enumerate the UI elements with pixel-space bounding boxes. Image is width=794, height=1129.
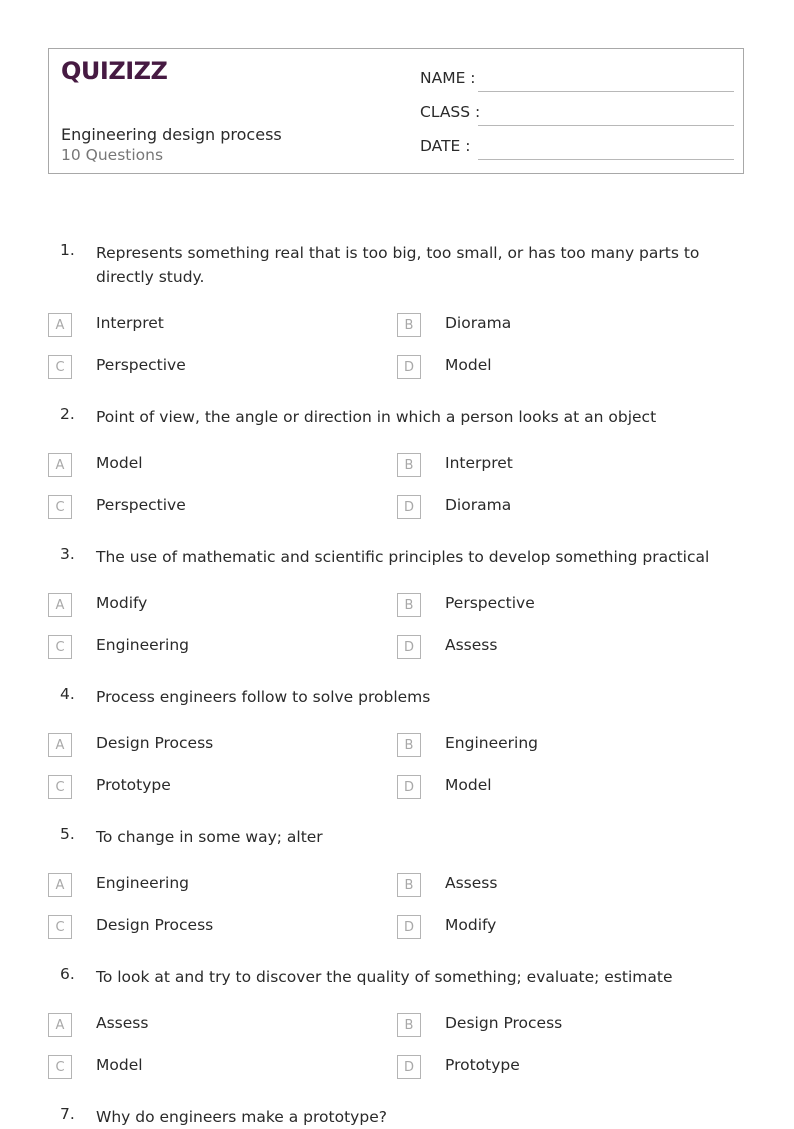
- option-text: Engineering: [445, 734, 538, 752]
- option-letter-box: D: [397, 635, 421, 659]
- question-number: 1.: [60, 241, 75, 259]
- option-text: Design Process: [96, 734, 214, 752]
- question-text: To look at and try to discover the quality of something; evaluate; estimate: [96, 968, 673, 986]
- option-letter-box: B: [397, 313, 421, 337]
- option-letter-box: D: [397, 495, 421, 519]
- option-text: Assess: [445, 636, 498, 654]
- option-text: Assess: [96, 1014, 149, 1032]
- option-letter-box: B: [397, 1013, 421, 1037]
- option-text: Modify: [445, 916, 497, 934]
- option-text: Engineering: [96, 636, 189, 654]
- question-text: The use of mathematic and scientific principles to develop something practical: [96, 548, 710, 566]
- question-number: 5.: [60, 825, 75, 843]
- question-text: Represents something real that is too big, too small, or has too many parts to directly study.: [96, 244, 700, 286]
- option-letter-box: B: [397, 593, 421, 617]
- option-letter-box: A: [48, 733, 72, 757]
- option-text: Interpret: [96, 314, 164, 332]
- question-text: To change in some way; alter: [96, 828, 323, 846]
- question-number: 6.: [60, 965, 75, 983]
- question-number: 4.: [60, 685, 75, 703]
- quizizz-logo: QUIZIZZ: [61, 57, 168, 85]
- option-letter-box: C: [48, 635, 72, 659]
- option-letter-box: D: [397, 775, 421, 799]
- name-line[interactable]: [478, 91, 734, 92]
- option-text: Design Process: [445, 1014, 563, 1032]
- option-text: Assess: [445, 874, 498, 892]
- option-letter-box: A: [48, 873, 72, 897]
- option-letter-box: B: [397, 873, 421, 897]
- option-letter-box: A: [48, 593, 72, 617]
- name-label: NAME :: [420, 69, 476, 87]
- option-text: Model: [96, 454, 143, 472]
- option-letter-box: C: [48, 355, 72, 379]
- question-number: 3.: [60, 545, 75, 563]
- option-letter-box: C: [48, 775, 72, 799]
- worksheet-header: [48, 48, 744, 174]
- option-letter-box: D: [397, 355, 421, 379]
- option-letter-box: D: [397, 915, 421, 939]
- option-letter-box: D: [397, 1055, 421, 1079]
- option-letter-box: C: [48, 915, 72, 939]
- question-number: 2.: [60, 405, 75, 423]
- class-line[interactable]: [478, 125, 734, 126]
- question-number: 7.: [60, 1105, 75, 1123]
- option-text: Diorama: [445, 496, 512, 514]
- option-text: Modify: [96, 594, 148, 612]
- date-field[interactable]: [420, 137, 734, 161]
- question-text: Why do engineers make a prototype?: [96, 1108, 387, 1126]
- option-letter-box: A: [48, 1013, 72, 1037]
- date-label: DATE :: [420, 137, 471, 155]
- worksheet-title: Engineering design process: [61, 125, 282, 144]
- class-field[interactable]: [420, 103, 734, 127]
- option-text: Model: [445, 356, 492, 374]
- option-text: Interpret: [445, 454, 513, 472]
- option-text: Diorama: [445, 314, 512, 332]
- question-text: Point of view, the angle or direction in which a person looks at an object: [96, 408, 657, 426]
- option-letter-box: C: [48, 495, 72, 519]
- option-letter-box: B: [397, 453, 421, 477]
- name-field[interactable]: [420, 69, 734, 93]
- option-letter-box: C: [48, 1055, 72, 1079]
- option-text: Prototype: [445, 1056, 520, 1074]
- option-text: Prototype: [96, 776, 171, 794]
- question-count: 10 Questions: [61, 146, 164, 164]
- option-text: Engineering: [96, 874, 189, 892]
- option-text: Model: [445, 776, 492, 794]
- class-label: CLASS :: [420, 103, 481, 121]
- option-text: Perspective: [96, 356, 186, 374]
- option-text: Perspective: [96, 496, 186, 514]
- option-letter-box: B: [397, 733, 421, 757]
- option-text: Perspective: [445, 594, 535, 612]
- option-letter-box: A: [48, 313, 72, 337]
- option-text: Model: [96, 1056, 143, 1074]
- question-text: Process engineers follow to solve problems: [96, 688, 431, 706]
- date-line[interactable]: [478, 159, 734, 160]
- option-text: Design Process: [96, 916, 214, 934]
- option-letter-box: A: [48, 453, 72, 477]
